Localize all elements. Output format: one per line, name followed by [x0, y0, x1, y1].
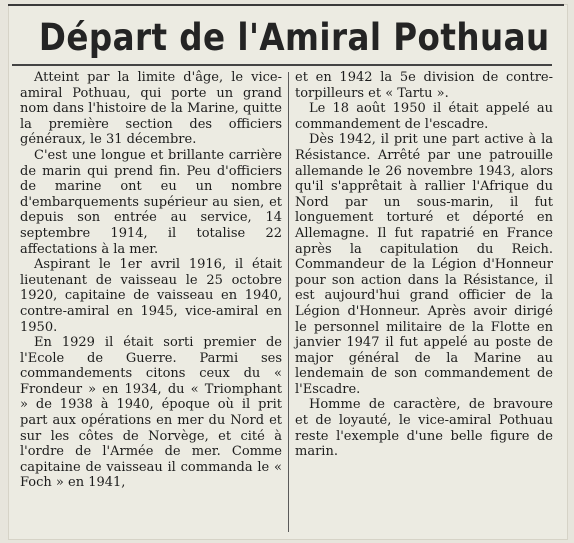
column-divider — [288, 72, 289, 532]
paragraph: En 1929 il était sorti premier de l'Ecole de Guerre. Parmi ses commandements citons ceux du « Frondeur » en 1934, du « Triomphant » de 1938 à 1940, époque où il prit part aux opérations en mer du Nord et sur les côtes de Norvège, et cité à l'ordre de l'Armée de mer. Comme capitaine de vaisseau il commanda le « Foch » en 1941, — [20, 335, 282, 491]
paragraph: C'est une longue et brillante carrière de marin qui prend fin. Peu d'officiers de marine ont eu un nombre d'embarquements supérieur au sien, et depuis son entrée au service, 14 septembre 1914, il totalise 22 affectations à la mer. — [20, 147, 282, 257]
paragraph: Le 18 août 1950 il était appelé au commandement de l'escadre. — [295, 101, 553, 132]
article-title: Départ de l'Amiral Pothuau — [38, 16, 550, 59]
paragraph: Homme de caractère, de bravoure et de loyauté, le vice-amiral Pothuau reste l'exemple d'une belle figure de marin. — [295, 397, 553, 460]
right-column — [295, 70, 553, 460]
title-rule — [12, 64, 552, 66]
paragraph: Atteint par la limite d'âge, le vice-amiral Pothuau, qui porte un grand nom dans l'histoire de la Marine, quitte la première section des officiers généraux, le 31 décembre. — [20, 70, 282, 148]
left-column — [20, 70, 282, 491]
paragraph: et en 1942 la 5e division de contre-torpilleurs et « Tartu ». — [295, 70, 553, 101]
paragraph: Dès 1942, il prit une part active à la Résistance. Arrêté par une patrouille allemande le 26 novembre 1943, alors qu'il s'apprêtait à rallier l'Afrique du Nord par un sous-marin, il fut longuement torturé et déporté en Allemagne. Il fut rapatrié en France après la capitulation du Reich. Commandeur de la Légion d'Honneur pour son action dans la Résistance, il est aujourd'hui grand officier de la Légion d'Honneur. Après avoir dirigé le personnel militaire de la Flotte en janvier 1947 il fut appelé au poste de major général de la Marine au lendemain de son commandement de l'Escadre. — [295, 132, 553, 397]
paragraph: Aspirant le 1er avril 1916, il était lieutenant de vaisseau le 25 octobre 1920, capitaine de vaisseau en 1940, contre-amiral en 1945, vice-amiral en 1950. — [20, 257, 282, 335]
top-rule — [8, 4, 564, 6]
